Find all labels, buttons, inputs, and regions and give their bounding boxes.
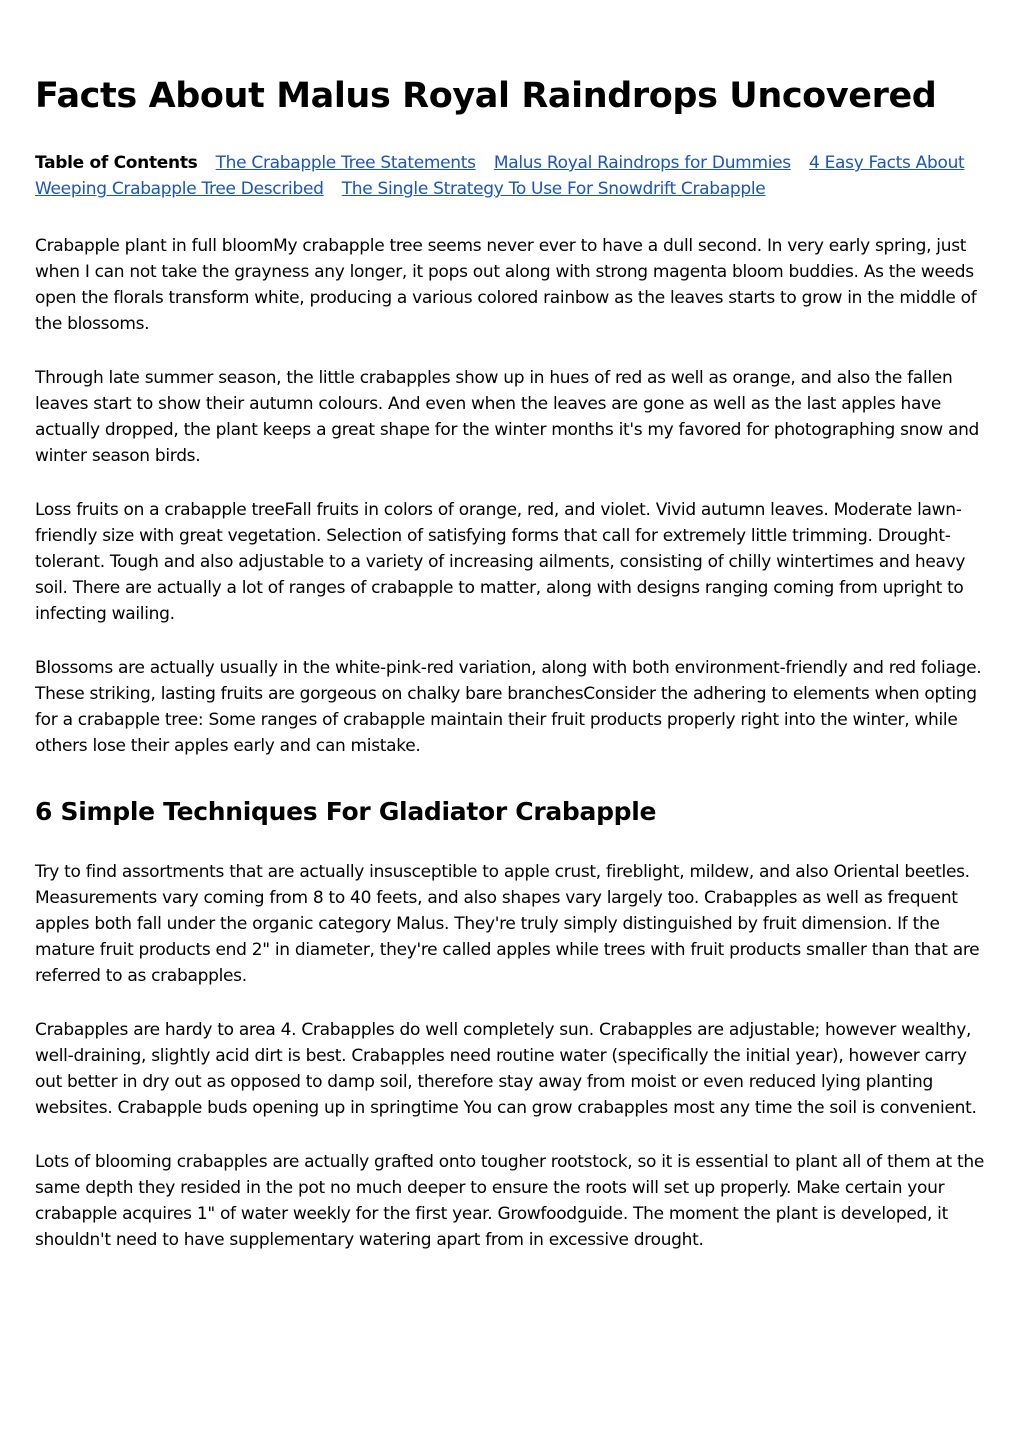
paragraph: Blossoms are actually usually in the white-pink-red variation, along with both environment-friendly and red foliage. These striking, lasting fruits are gorgeous on chalky bare branchesConsider the adhering to elements when opting for a crabapple tree: Some ranges of crabapple maintain their fruit products properly right into the winter, while others lose their apples early and can mistake. <box>35 658 982 756</box>
paragraph: Loss fruits on a crabapple treeFall fruits in colors of orange, red, and violet. Vivid autumn leaves. Moderate lawn-friendly size with great vegetation. Selection of satisfying forms that call for extremely little trimming. Drought-tolerant. Tough and also adjustable to a variety of increasing ailments, consisting of chilly wintertimes and heavy soil. There are actually a lot of ranges of crabapple to matter, along with designs ranging coming from upright to infecting wailing. <box>35 500 966 624</box>
table-of-contents <box>35 150 991 202</box>
paragraph: Lots of blooming crabapples are actually grafted onto tougher rootstock, so it is essential to plant all of them at the same depth they resided in the pot no much deeper to ensure the roots will set up properly. Make certain your crabapple acquires 1" of water weekly for the first year. Growfoodguide. The moment the plant is developed, it shouldn't need to have supplementary watering apart from in excessive drought. <box>35 1152 985 1250</box>
paragraph: Crabapple plant in full bloomMy crabapple tree seems never ever to have a dull second. In very early spring, just when I can not take the grayness any longer, it pops out along with strong magenta bloom buddies. As the weeds open the florals transform white, producing a various colored rainbow as the leaves starts to grow in the middle of the blossoms. <box>35 236 977 334</box>
toc-link-crabapple-tree-statements[interactable]: The Crabapple Tree Statements <box>215 153 476 173</box>
toc-link-snowdrift-crabapple[interactable]: The Single Strategy To Use For Snowdrift Crabapple <box>341 179 766 199</box>
toc-link-malus-royal-raindrops-for-dummies[interactable]: Malus Royal Raindrops for Dummies <box>493 153 791 173</box>
toc-label: Table of Contents <box>35 153 198 173</box>
article <box>35 72 991 1281</box>
section-heading: 6 Simple Techniques For Gladiator Crabapple <box>35 797 657 826</box>
paragraph: Try to find assortments that are actually insusceptible to apple crust, fireblight, mildew, and also Oriental beetles. Measurements vary coming from 8 to 40 feets, and also shapes vary largely too. Crabapples as well as frequent apples both fall under the organic category Malus. They're truly simply distinguished by fruit dimension. If the mature fruit products end 2" in diameter, they're called apples while trees with fruit products smaller than that are referred to as crabapples. <box>35 862 980 986</box>
paragraph: Through late summer season, the little crabapples show up in hues of red as well as orange, and also the fallen leaves start to show their autumn colours. And even when the leaves are gone as well as the last apples have actually dropped, the plant keeps a great shape for the winter months it's my favored for photographing snow and winter season birds. <box>35 368 980 466</box>
toc-link-weeping-crabapple-tree[interactable]: 4 Easy Facts About Weeping Crabapple Tree Described <box>35 153 965 199</box>
paragraph: Crabapples are hardy to area 4. Crabapples do well completely sun. Crabapples are adjustable; however wealthy, well-draining, slightly acid dirt is best. Crabapples need routine water (specifically the initial year), however carry out better in dry out as opposed to damp soil, therefore stay away from moist or even reduced lying planting websites. Crabapple buds opening up in springtime You can grow crabapples most any time the soil is convenient. <box>35 1020 977 1118</box>
page-title: Facts About Malus Royal Raindrops Uncovered <box>35 76 937 116</box>
